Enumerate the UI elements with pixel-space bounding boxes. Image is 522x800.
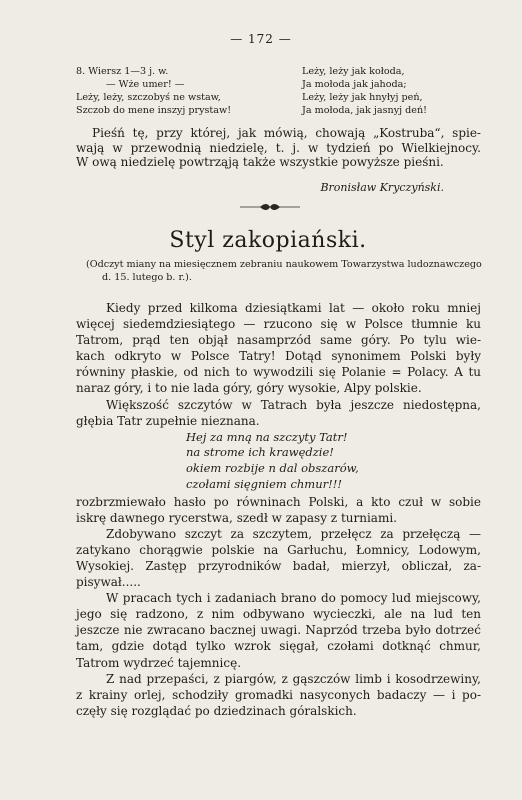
text-line: z krainy orlej, schodziły gromadki nasyconych badaczy — i po- [76, 687, 481, 702]
verse-line: Ja mołoda, jak jasnyj deń! [302, 105, 427, 116]
text-line: głębia Tatr zupełnie nieznana. [76, 413, 260, 428]
author-signature: Bronisław Kryczyński. [320, 181, 444, 194]
verse-line: Leży, leży jak hnyłyj peń, [302, 92, 423, 103]
ornament-divider [240, 202, 300, 212]
poem-line: okiem rozbije n dal obszarów, [186, 461, 359, 476]
article-subtitle [86, 258, 486, 284]
text-line: iskrę dawnego rycerstwa, szedł w zapasy z turniami. [76, 510, 397, 525]
poem-line: Hej za mną na szczyty Tatr! [186, 429, 348, 444]
poem-line: na strome ich krawędzie! [186, 445, 334, 460]
verse-line: — Wże umer! — [106, 79, 185, 90]
text-line: Z nad przepaści, z piargów, z gąszczów limb i kosodrzewiny, [106, 671, 481, 686]
poem-line: czołami sięgniem chmur!!! [186, 476, 342, 491]
text-line: jeszcze nie zwracano bacznej uwagi. Naprzód trzeba było dotrzeć [76, 623, 481, 638]
subtitle-line: d. 15. lutego b. r.). [102, 272, 192, 283]
verse-line: Ja mołoda jak jahoda; [302, 79, 407, 90]
article-body [76, 300, 481, 719]
verse-right [302, 65, 427, 117]
subtitle-line: (Odczyt miany na miesięcznem zebraniu naukowem Towarzystwa ludoznawczego [86, 259, 482, 270]
text-line: więcej siedemdziesiątego — rzucono się w Polsce tłumnie ku [76, 317, 481, 332]
text-line: tam, gdzie dotąd tylko wzrok sięgał, czołami dotknąć chmur, [76, 639, 481, 654]
text-line: pisywał..... [76, 575, 141, 590]
page-number: — 172 — [230, 32, 292, 46]
verse-left [76, 65, 231, 117]
text-line: Tatrom wydrzeć tajemnicę. [76, 655, 242, 670]
article-title: Styl zakopiański. [169, 228, 367, 253]
text-line: jego się radzono, z nim odbywano wycieczki, ale na lud ten [76, 607, 481, 622]
text-line: Zdobywano szczyt za szczytem, przełęcz za przełęczą — [106, 526, 481, 541]
text-line: Pieśń tę, przy której, jak mówią, chowają „Kostruba“, spie- [92, 126, 481, 140]
verse-line: Szczob do mene inszyj prystaw! [76, 105, 232, 116]
text-line: Wysokiej. Zastęp przyrodników badał, mierzył, obliczał, za- [76, 558, 481, 573]
text-line: Większość szczytów w Tatrach była jeszcze niedostępna, [106, 397, 481, 412]
text-line: W ową niedzielę powtrząją także wszystkie powyższe pieśni. [76, 155, 444, 169]
verse-line: Leży, leży, szczobyś ne wstaw, [76, 92, 221, 103]
verse-line: 8. Wiersz 1—3 j. w. [76, 66, 169, 77]
text-line: Kiedy przed kilkoma dziesiątkami lat — około roku mniej [106, 301, 481, 315]
text-line: równiny płaskie, od nich to wywodzili się Polanie = Polacy. A tu [76, 365, 481, 380]
closing-paragraph [76, 126, 481, 170]
text-line: rozbrzmiewało hasło po równinach Polski, a kto czuł w sobie [76, 494, 481, 509]
text-line: naraz góry, i to nie lada góry, góry wysokie, Alpy polskie. [76, 381, 422, 396]
text-line: zatykano chorągwie polskie na Garłuchu, Łomnicy, Lodowym, [76, 542, 481, 557]
text-line: kach odkryto w Polsce Tatry! Dotąd synonimem Polski były [76, 349, 481, 364]
verse-line: Leży, leży jak kołoda, [302, 66, 405, 77]
text-line: wają w przewodnią niedzielę, t. j. w tydzień po Wielkiejnocy. [76, 140, 481, 155]
text-line: częły się rozglądać po dziedzinach góralskich. [76, 703, 357, 718]
text-line: W pracach tych i zadaniach brano do pomocy lud miejscowy, [106, 591, 481, 606]
poem-quote [76, 430, 481, 493]
text-line: Tatrom, prąd ten objął nasamprzód same góry. Po tylu wie- [76, 333, 481, 348]
